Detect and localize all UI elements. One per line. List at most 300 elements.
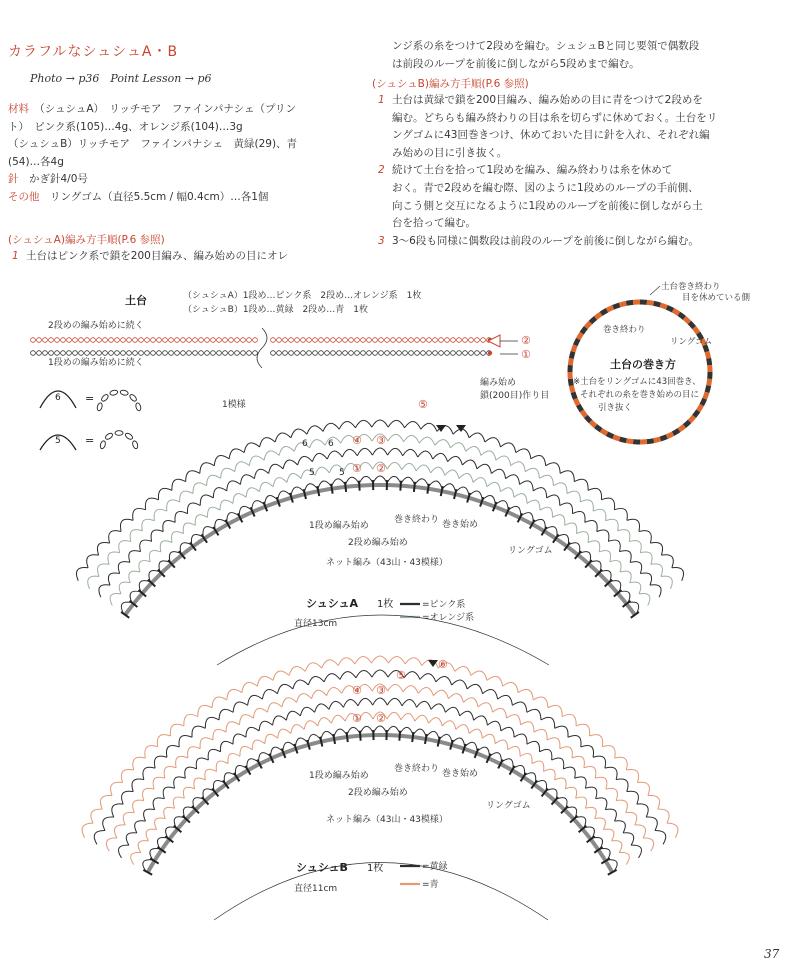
chain-loop [139,561,150,572]
chain-stitch [277,338,282,343]
chain-loop [372,670,388,677]
chain-loop [154,756,166,768]
break-mark [257,328,267,368]
chain-loop [185,767,197,778]
chain-loop [246,727,259,737]
chain-loop [487,721,501,731]
ring-stripe [601,430,607,434]
chain-stitch [109,389,118,396]
b-ring-elastic [143,730,616,875]
chain-loop [108,573,119,585]
materials-b-line2: (54)…各4g [8,155,64,168]
ring-stripe [673,310,679,314]
chain-stitch [343,338,348,343]
chain-stitch [187,351,192,356]
b-mark6: ⑥ [438,658,448,671]
chain-loop [99,585,110,597]
chain-loop [433,453,448,461]
materials-b-line1: （シュシュB）リッチモア ファインパナシェ 黄緑(29)、青 [8,138,298,150]
chain-stitch [247,351,252,356]
chain-loop [188,747,201,758]
ring-stripe [709,379,710,386]
chain-loop [227,689,242,699]
chain-loop [133,508,146,520]
a-pattern-label: 1模様 [222,400,246,410]
chain-loop [405,421,421,429]
chain-stitch [325,338,330,343]
chain-loop [307,426,323,434]
chain-stitch [199,338,204,343]
ring-stripe [571,352,573,359]
chain-loop [240,746,252,756]
chain-loop [597,530,609,541]
chain-loop [496,456,511,466]
chain-loop [627,519,640,531]
chain-stitch [385,338,390,343]
chain-stitch [373,351,378,356]
chain-loop [253,708,267,718]
chain-stitch [409,338,414,343]
chain-loop [605,809,616,821]
chain-loop [512,702,526,712]
chain-loop [539,475,553,485]
ring-stripe [613,437,619,439]
a-ring-elastic [121,480,639,618]
chain-loop [595,818,606,830]
chain-stitch [37,338,42,343]
chain-loop [533,488,546,498]
a-mark2: ② [376,462,386,475]
chain-loop [311,690,326,699]
wrap-tick [412,732,413,742]
chain-stitch [403,338,408,343]
chain-stitch [481,351,486,356]
ring-stripe [582,328,586,334]
chain-loop [404,672,420,680]
chain-stitch [283,351,288,356]
ring-stripe [578,333,582,339]
chain-stitch [100,393,109,402]
chain-loop [240,715,254,725]
chain-loop [431,704,445,712]
chain-loop [615,757,628,770]
step-number: 1 [12,250,19,262]
chain-loop [418,451,433,459]
chain-loop [563,767,575,778]
chain-loop [469,729,482,738]
chain-stitch [31,351,36,356]
chain-loop [154,509,167,520]
chain-loop [233,702,247,712]
chain-stitch [361,351,366,356]
chain-stitch [49,351,54,356]
chain-loop [143,767,155,779]
chain-stitch [469,338,474,343]
chain-loop [260,482,274,491]
chain-loop [259,721,273,731]
other-label: その他 [8,190,40,203]
chain-stitch [445,338,450,343]
procedure-b-heading: (シュシュB)編み方手順(P.6 参照) [372,78,529,90]
chain-loop [640,552,652,564]
wrap-note2: それぞれの糸を巻き始めの目に [580,390,700,400]
chain-loop [482,734,495,743]
chain-loop [145,498,158,510]
chain-loop [388,448,403,455]
start-arrow-icon [488,335,500,347]
base-start-label2: 鎖(200目)作り目 [480,391,550,401]
ring-stripe [654,303,661,305]
chain-loop [355,420,371,427]
chain-loop [648,795,660,809]
chain-loop [639,531,651,543]
chain-loop [452,680,468,689]
chain-stitch [355,351,360,356]
chain-stitch [120,389,129,396]
chain-loop [568,735,581,746]
chain-loop [442,721,456,730]
chain-stitch [379,338,384,343]
chain-stitch [421,351,426,356]
chain-stitch [331,351,336,356]
chain-loop [429,718,443,726]
chain-loop [145,746,158,758]
chain-loop [651,564,663,577]
wrap-tick [454,489,456,499]
chain-loop [593,509,606,520]
chain-loop [637,804,648,817]
chain-stitch [427,351,432,356]
chain-loop [415,715,429,723]
chain-loop [606,519,619,531]
ring-stripe [570,358,571,365]
chain-loop [616,779,628,792]
base-start-label1: 編み始め [480,378,517,388]
chain-loop [661,576,672,589]
chain-loop [175,511,188,522]
chain-stitch [193,338,198,343]
chain-stitch [439,338,444,343]
chain-loop [157,735,170,747]
ring-stripe [596,314,602,318]
chain-loop [213,488,226,498]
chain-loop [235,462,250,472]
a-row5-label: 5 [339,468,345,478]
chain-loop [155,818,166,830]
chain-loop [226,722,239,732]
chain-loop [76,568,88,581]
chain-loop [133,757,146,770]
chain-stitch [223,351,228,356]
chain-stitch [99,440,106,449]
chain-loop [305,663,321,672]
chain-stitch [104,432,113,440]
chain-loop [462,460,477,469]
wrap-tick [450,740,453,750]
chain-loop [595,777,607,789]
chain-loop [252,740,265,750]
wrap-label-end2: 目を休めている側 [682,293,751,303]
a-mark1: ① [352,462,362,475]
chain-loop [342,449,357,457]
chain-stitch [103,351,108,356]
ring-stripe [694,328,698,334]
wrap-note1: ※土台をリングゴムに43回巻き、 [573,377,701,387]
chain-loop [448,456,463,465]
chain-loop [560,503,573,514]
chain-loop [144,809,155,821]
chain-loop [205,717,219,728]
ring-stripe [573,392,575,398]
chain-stitch [343,351,348,356]
chain-stitch [127,351,132,356]
chain-loop [574,479,588,490]
chain-loop [345,477,359,485]
chain-stitch [205,351,210,356]
leader-line [650,286,660,295]
chain-loop [249,456,264,466]
chain-loop [221,468,235,478]
chain-stitch [301,338,306,343]
chain-stitch [49,338,54,343]
chain-stitch [91,338,96,343]
chain-loop [655,831,666,845]
chain-loop [466,446,481,455]
chain-loop [194,778,205,789]
chain-loop [544,769,556,780]
chain-loop [372,448,387,455]
chain-loop [163,787,174,799]
chain-loop [630,582,641,594]
chain-loop [260,438,276,447]
chain-loop [120,519,133,531]
chain-loop [487,676,503,686]
wrap-tick [438,737,440,747]
chain-stitch [91,351,96,356]
chain-loop [527,741,540,751]
ring-stripe [694,411,698,417]
chain-loop [585,787,596,799]
chain-stitch [457,338,462,343]
chain-loop [516,449,531,459]
ring-stripe [660,305,666,307]
ring-stripe [702,399,705,405]
chain-loop [503,682,518,692]
chain-stitch [313,338,318,343]
chain-stitch [115,338,120,343]
chain-stitch [109,338,114,343]
chain-loop [312,453,327,461]
chain-loop [358,698,373,705]
chain-loop [291,429,307,438]
chain-loop [518,689,533,699]
chain-loop [402,463,416,471]
chain-stitch [79,351,84,356]
chain-loop [533,697,548,708]
a-count: 1枚 [377,599,394,610]
chain-loop [164,766,176,778]
procedure-a-heading: (シュシュA)編み方手順(P.6 参照) [8,234,165,246]
chain-stitch [97,338,102,343]
b-mark5: ⑤ [396,669,406,682]
chain-loop [520,481,534,491]
chain-stitch [103,338,108,343]
chain-loop [445,707,459,716]
chain-loop [565,523,577,534]
chain-loop [506,475,520,485]
chain-loop [585,807,596,818]
chain-stitch [301,351,306,356]
chain-loop [356,670,372,677]
wrap-title: 土台の巻き方 [610,358,676,371]
chain-loop [553,483,567,494]
chain-loop [163,520,175,531]
chain-loop [646,817,657,831]
chain-loop [135,821,146,833]
chain-loop [273,478,287,487]
step-text: 続けて土台を拾って1段めを編み、編み終わりは糸を休めて [392,164,673,177]
chain-loop [198,705,212,716]
chain-stitch [217,338,222,343]
chain-stitch [211,338,216,343]
chain-loop [606,788,618,800]
wrap-diagram [570,281,751,442]
chain-loop [500,443,515,453]
a-row1-start: 1段め編み始め [309,521,369,531]
chain-stitch [391,351,396,356]
chain-loop [619,852,629,864]
b-mark3: ③ [376,684,386,697]
chain-loop [298,456,313,465]
ring-stripe [620,303,627,305]
chain-loop [170,724,184,736]
chain-loop [627,791,639,804]
ring-stripe [573,345,575,351]
chain-stitch [169,338,174,343]
chain-stitch [127,338,132,343]
ring-stripe [684,318,689,323]
chain-loop [473,478,487,487]
chain-stitch [187,338,192,343]
chain-loop [88,576,99,589]
chain-loop [172,479,186,490]
a-row2-start: 2段め編み始め [348,538,408,548]
chain-loop [547,738,560,749]
chain-loop [474,716,488,725]
chain-loop [129,551,141,563]
equals-sign: = [85,434,95,447]
chain-stitch [349,351,354,356]
chain-loop [208,507,221,517]
step-text: 土台はピンク系で鎖を200目編み、編み始めの目にオレ [26,250,288,262]
b-net-label: ネット編み（43山・43模様） [326,815,448,825]
ring-stripe [575,339,578,345]
chain-stitch [409,351,414,356]
chain-loop [643,838,654,851]
chain-loop [219,709,233,720]
chain-stitch [85,338,90,343]
chain-loop [547,495,560,505]
ring-stripe [684,421,689,426]
chain-stitch [229,338,234,343]
step-text: 台を拾って編む。 [392,217,476,230]
chain-loop [618,530,630,542]
b-row2-start: 2段め編み始め [348,788,408,798]
ring-stripe [660,437,666,439]
materials-a-line1: （シュシュA） リッチモア ファインパナシェ（プリン [39,103,297,115]
step-text: ングゴムに43回巻きつけ、休めておいた目に針を入れ、それぞれ編 [392,129,710,142]
chain-loop [176,756,188,767]
chain-loop [599,550,611,561]
ring-stripe [607,434,613,437]
chain-loop [456,725,469,734]
chain-loop [546,463,560,474]
chain-loop [227,481,241,491]
b-mark2: ② [376,712,386,725]
chain-stitch [61,351,66,356]
b-diameter: 直径11cm [294,884,338,894]
chain-loop [214,455,229,465]
chain-loop [552,758,564,769]
chain-loop [229,449,244,459]
chain-loop [635,825,646,838]
chain-loop [179,735,192,746]
chain-loop [339,421,355,429]
chain-loop [487,482,501,491]
b-count: 1枚 [367,863,384,874]
needle-label: 針 [8,173,19,185]
chain-loop [264,451,279,460]
chain-loop [507,715,521,725]
wrap-label-ring: リングゴム [670,337,713,347]
chain-loop [421,423,437,431]
chain-loop [555,778,566,789]
chain-loop [420,674,436,682]
chain-loop [123,812,134,825]
chain-loop [483,690,498,700]
chain-stitch [235,351,240,356]
chain-stitch [115,431,123,436]
chain-loop [173,797,184,808]
chain-loop [602,746,615,758]
chain-stitch [175,351,180,356]
ring-stripe [667,307,673,310]
chain-loop [158,488,171,499]
chain-loop [491,469,505,478]
chain-loop [246,488,259,498]
chain-loop [257,676,273,686]
step-text: ンジ系の糸をつけて2段めを編む。シュシュBと同じ要領で偶数段 [392,40,700,52]
chain-stitch [139,338,144,343]
a-mark5: ⑤ [418,398,428,411]
chain-stitch [145,351,150,356]
chain-stitch [169,351,174,356]
chain-loop [138,841,148,853]
chouchou-a-diagram [76,398,683,665]
chain-loop [514,494,527,504]
chain-loop [372,656,389,663]
chain-loop [151,530,163,541]
chain-loop [577,532,589,543]
page-title: カラフルなシュシュA・B [8,44,179,60]
chain-loop [322,660,339,668]
chain-loop [588,541,600,552]
chain-stitch [61,338,66,343]
materials-label: 材料 [8,103,29,115]
chain-loop [273,716,287,725]
chain-loop [110,593,121,605]
chain-loop [323,423,339,431]
